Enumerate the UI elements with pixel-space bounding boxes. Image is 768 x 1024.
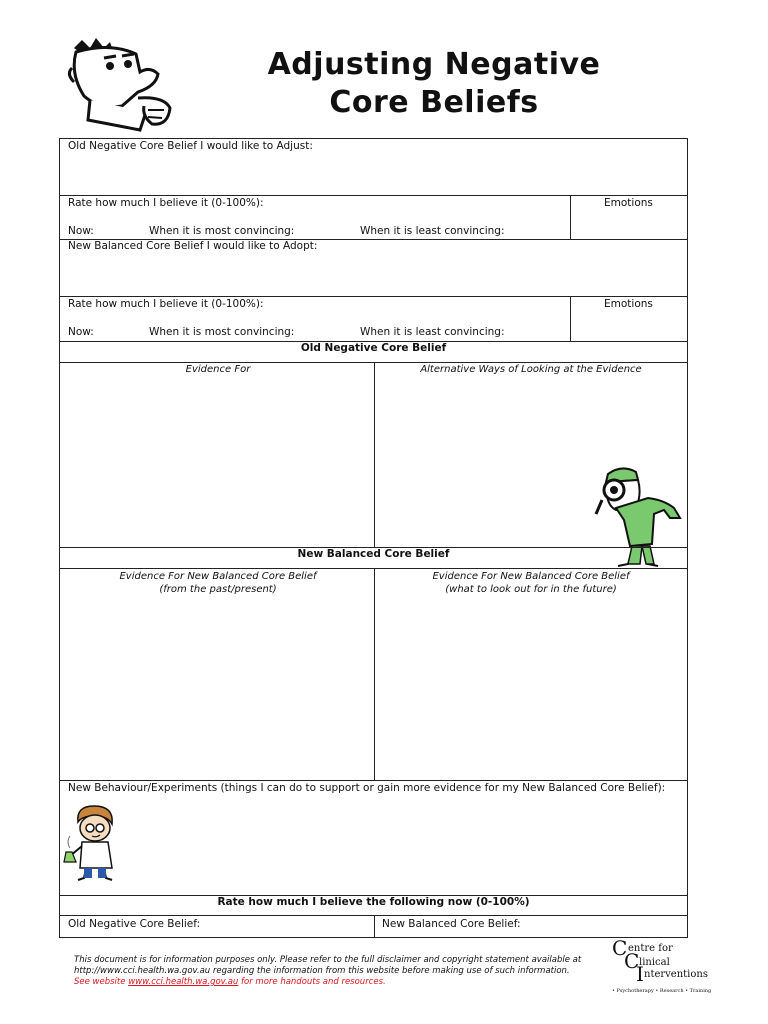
new-belief-final-label: New Balanced Core Belief: [382, 918, 521, 930]
old-rating-box[interactable] [59, 195, 571, 240]
new-belief-label: New Balanced Core Belief I would like to Adopt: [68, 240, 318, 252]
disclaimer-line-2: http://www.cci.health.wa.gov.au regarding the information from this website before making use of such information. [74, 966, 570, 976]
emotions-label: Emotions [604, 298, 653, 310]
old-emotions-box[interactable] [570, 195, 688, 240]
scientist-illustration [62, 802, 124, 884]
evidence-past-label: Evidence For New Balanced Core Belief (from the past/present) [119, 571, 317, 595]
alternative-ways-label: Alternative Ways of Looking at the Evidence [420, 364, 642, 375]
new-behaviour-label: New Behaviour/Experiments (things I can do to support or gain more evidence for my New Balanced Core Belief): [68, 782, 666, 794]
see-website-line: See website www.cci.health.wa.gov.au for more handouts and resources. [74, 977, 386, 987]
evidence-for-label: Evidence For [185, 364, 251, 375]
now-label: Now: [68, 225, 94, 237]
old-belief-final-label: Old Negative Core Belief: [68, 918, 201, 930]
evidence-for-box[interactable] [59, 362, 375, 548]
old-belief-label: Old Negative Core Belief I would like to Adjust: [68, 140, 313, 152]
evidence-future-box[interactable] [374, 568, 688, 781]
cci-logo: C entre for C linical I nterventions • Psychotherapy • Research • Training [612, 936, 712, 994]
old-belief-box[interactable] [59, 138, 688, 196]
old-belief-final-box[interactable] [59, 915, 375, 938]
most-convincing-label: When it is most convincing: [149, 225, 295, 237]
emotions-label: Emotions [604, 197, 653, 209]
website-link[interactable]: www.cci.health.wa.gov.au [128, 977, 239, 987]
most-convincing-label: When it is most convincing: [149, 326, 295, 338]
thinking-man-illustration [60, 34, 180, 134]
page-title: Adjusting Negative Core Beliefs [267, 47, 601, 120]
new-belief-box[interactable] [59, 239, 688, 297]
rate-label: Rate how much I believe it (0-100%): [68, 197, 264, 209]
disclaimer-line-1: This document is for information purposes only. Please refer to the full disclaimer and copyright statement available at [74, 955, 582, 965]
least-convincing-label: When it is least convincing: [360, 326, 505, 338]
new-behaviour-box[interactable] [59, 780, 688, 896]
new-rating-box[interactable] [59, 296, 571, 342]
old-belief-header: Old Negative Core Belief [59, 341, 688, 363]
least-convincing-label: When it is least convincing: [360, 225, 505, 237]
rate-now-header: Rate how much I believe the following now (0-100%) [59, 895, 688, 916]
new-belief-header: New Balanced Core Belief [59, 547, 688, 569]
rate-label: Rate how much I believe it (0-100%): [68, 298, 264, 310]
new-emotions-box[interactable] [570, 296, 688, 342]
now-label: Now: [68, 326, 94, 338]
evidence-future-label: Evidence For New Balanced Core Belief (what to look out for in the future) [432, 571, 630, 595]
new-belief-final-box[interactable] [374, 915, 688, 938]
footer-disclaimer [74, 955, 594, 988]
evidence-past-box[interactable] [59, 568, 375, 781]
